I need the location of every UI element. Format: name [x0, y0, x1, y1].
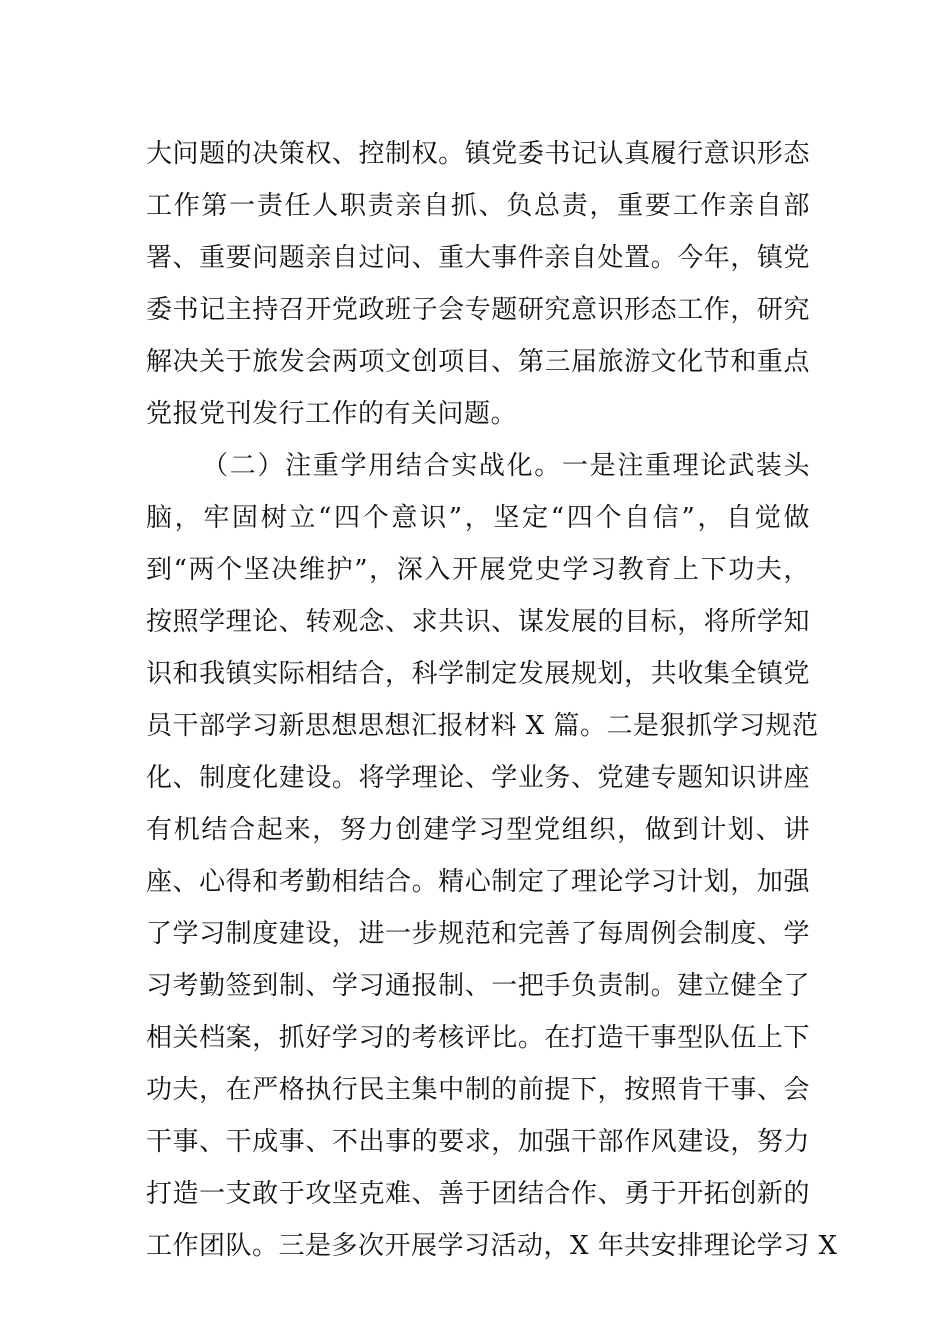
text-line: 工作团队。三是多次开展学习活动，X 年共安排理论学习 X [146, 1231, 838, 1261]
text-line: 干事、干成事、不出事的要求，加强干部作风建设，努力 [146, 1127, 810, 1157]
text-line: 工作第一责任人职责亲自抓、负总责，重要工作亲自部 [146, 191, 810, 221]
text-line: 委书记主持召开党政班子会专题研究意识形态工作，研究 [146, 295, 810, 325]
text-line: 按照学理论、转观念、求共识、谋发展的目标，将所学知 [146, 607, 810, 637]
text-line: 功夫，在严格执行民主集中制的前提下，按照肯干事、会 [146, 1075, 810, 1105]
text-line: 解决关于旅发会两项文创项目、第三届旅游文化节和重点 [146, 347, 810, 377]
text-line: 座、心得和考勤相结合。精心制定了理论学习计划，加强 [146, 867, 810, 897]
text-line: 署、重要问题亲自过问、重大事件亲自处置。今年，镇党 [146, 243, 810, 273]
text-line: 相关档案，抓好学习的考核评比。在打造干事型队伍上下 [146, 1023, 810, 1053]
text-line: 化、制度化建设。将学理论、学业务、党建专题知识讲座 [146, 763, 810, 793]
text-line: 脑，牢固树立“四个意识”，坚定“四个自信”，自觉做 [146, 503, 810, 533]
document-body [146, 128, 838, 1272]
text-line: 打造一支敢于攻坚克难、善于团结合作、勇于开拓创新的 [146, 1179, 810, 1209]
paragraph-1 [146, 128, 810, 440]
paragraph-heading-line: （二）注重学用结合实战化。一是注重理论武装头 [202, 451, 810, 481]
text-line: 习考勤签到制、学习通报制、一把手负责制。建立健全了 [146, 971, 810, 1001]
text-line: 识和我镇实际相结合，科学制定发展规划，共收集全镇党 [146, 659, 810, 689]
text-line: 有机结合起来，努力创建学习型党组织，做到计划、讲 [146, 815, 810, 845]
text-line: 员干部学习新思想思想汇报材料 X 篇。二是狠抓学习规范 [146, 711, 819, 741]
text-line: 到“两个坚决维护”，深入开展党史学习教育上下功夫， [146, 555, 810, 585]
text-line: 了学习制度建设，进一步规范和完善了每周例会制度、学 [146, 919, 810, 949]
paragraph-2 [146, 440, 838, 1272]
text-line: 党报党刊发行工作的有关问题。 [146, 399, 518, 429]
text-line: 大问题的决策权、控制权。镇党委书记认真履行意识形态 [146, 139, 810, 169]
